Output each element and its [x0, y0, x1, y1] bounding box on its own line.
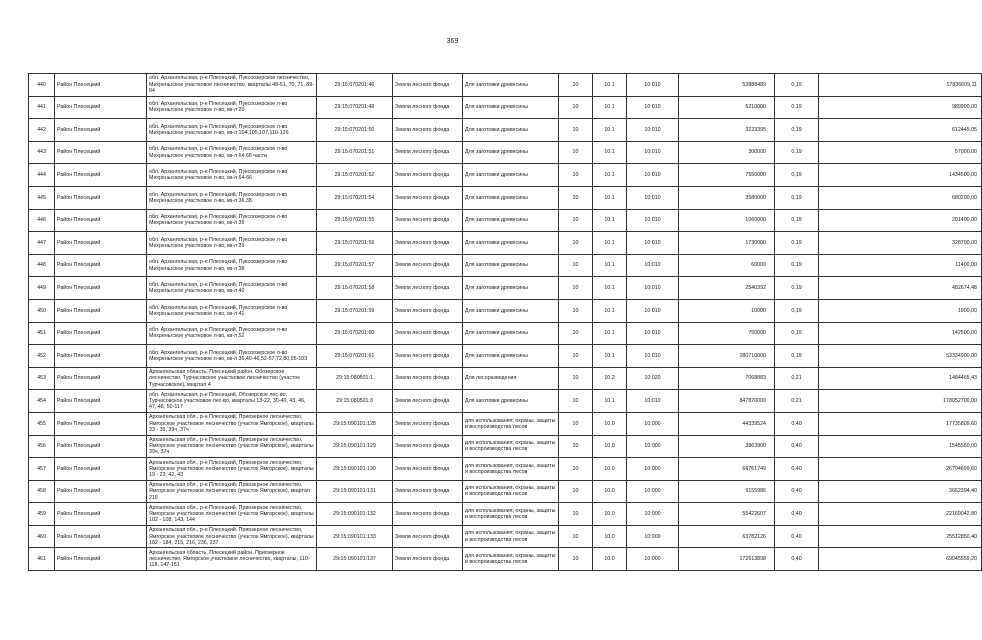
area-value-cell: 847870000	[679, 390, 775, 413]
area-value-cell: 750000	[679, 322, 775, 345]
permitted-use-cell: Для заготовки древесины	[463, 232, 559, 255]
rate-cell: 0,19	[775, 119, 819, 142]
address-cell: Архангельская обл., р-н Плесецкий, Приозерное лесничество, Ямгорское участковое лесничество (участок Ямгорское), кварталы 33 - 35, 39ч, 37ч	[147, 412, 317, 435]
land-category-cell: Земли лесного фонда	[393, 390, 463, 413]
permitted-use-cell: Для заготовки древесины	[463, 186, 559, 209]
code-a-cell: 10	[559, 254, 593, 277]
code-c-cell: 10:010	[627, 232, 679, 255]
land-category-cell: Земли лесного фонда	[393, 96, 463, 119]
rate-cell: 0,19	[775, 345, 819, 368]
cadastral-value-cell: 612445,05	[819, 119, 982, 142]
rate-cell: 0,40	[775, 412, 819, 435]
code-b-cell: 10.0	[593, 503, 627, 526]
row-number-cell: 450	[29, 299, 55, 322]
table-row	[29, 458, 982, 481]
row-number-cell: 446	[29, 209, 55, 232]
area-value-cell: 66761749	[679, 458, 775, 481]
cadastral-value-cell: 3662394,40	[819, 480, 982, 503]
district-cell: Район Плесецкий	[55, 96, 147, 119]
table-row	[29, 164, 982, 187]
code-a-cell: 10	[559, 299, 593, 322]
code-b-cell: 10.0	[593, 548, 627, 571]
cadastral-value-cell: 17735809,60	[819, 412, 982, 435]
row-number-cell: 449	[29, 277, 55, 300]
area-value-cell: 44339524	[679, 412, 775, 435]
land-category-cell: Земли лесного фонда	[393, 435, 463, 458]
cadastral-number-cell: 29:15:070201:61	[317, 345, 393, 368]
rate-cell: 0,19	[775, 299, 819, 322]
district-cell: Район Плесецкий	[55, 435, 147, 458]
code-a-cell: 10	[559, 141, 593, 164]
land-category-cell: Земли лесного фонда	[393, 141, 463, 164]
code-c-cell: 10:010	[627, 299, 679, 322]
cadastral-number-cell: 29:15:070201:60	[317, 322, 393, 345]
code-a-cell: 10	[559, 277, 593, 300]
district-cell: Район Плесецкий	[55, 254, 147, 277]
district-cell: Район Плесецкий	[55, 186, 147, 209]
cadastral-number-cell: 29:15:090101:137	[317, 548, 393, 571]
code-b-cell: 10.1	[593, 322, 627, 345]
rate-cell: 0,40	[775, 503, 819, 526]
area-value-cell: 3863900	[679, 435, 775, 458]
district-cell: Район Плесецкий	[55, 164, 147, 187]
address-cell: обл. Архангельская, р-н Плесецкий, Пуксоозерское л-во Мехреньгское участковое л-во, кв-л 104,105,107,110-126	[147, 119, 317, 142]
table-body	[29, 74, 982, 571]
cadastral-number-cell: 29:15:090101:133	[317, 525, 393, 548]
cadastral-number-cell: 29:15:070201:54	[317, 186, 393, 209]
address-cell: обл. Архангельская, р-н Плесецкий, Пуксоозерское л-во Мехреньгское участковое л-во, кв-л 39	[147, 209, 317, 232]
permitted-use-cell: Для заготовки древесины	[463, 119, 559, 142]
code-b-cell: 10.1	[593, 186, 627, 209]
address-cell: Архангельская обл., р-н Плесецкий, Приозерное лесничество, Ямгорское участковое лесничество (участок Ямгорское), кварталы 19 - 23, 42, 43	[147, 458, 317, 481]
rate-cell: 0,19	[775, 96, 819, 119]
cadastral-value-cell: 69045559,20	[819, 548, 982, 571]
district-cell: Район Плесецкий	[55, 141, 147, 164]
row-number-cell: 461	[29, 548, 55, 571]
code-b-cell: 10.0	[593, 412, 627, 435]
land-category-cell: Земли лесного фонда	[393, 548, 463, 571]
table-row	[29, 548, 982, 571]
code-c-cell: 10:010	[627, 254, 679, 277]
table-row	[29, 322, 982, 345]
row-number-cell: 440	[29, 74, 55, 97]
rate-cell: 0,19	[775, 277, 819, 300]
land-category-cell: Земли лесного фонда	[393, 458, 463, 481]
code-a-cell: 10	[559, 345, 593, 368]
code-b-cell: 10.0	[593, 525, 627, 548]
address-cell: обл. Архангельская, р-н Плесецкий, Пуксоозерское л-во Мехреньгское участковое л-во, кв-л 41	[147, 299, 317, 322]
permitted-use-cell: для использования, охраны, защиты и воспроизводства лесов	[463, 435, 559, 458]
land-category-cell: Земли лесного фонда	[393, 74, 463, 97]
code-b-cell: 10.1	[593, 96, 627, 119]
row-number-cell: 456	[29, 435, 55, 458]
cadastral-number-cell: 29:15:090101:129	[317, 435, 393, 458]
address-cell: обл. Архангельская, р-н Плесецкий, Пуксоозерское лесничество, Мехреньгское участковое лесничество, кварталы 48-51, 70, 71, 89-94	[147, 74, 317, 97]
row-number-cell: 460	[29, 525, 55, 548]
permitted-use-cell: для использования, охраны, защиты и воспроизводства лесов	[463, 412, 559, 435]
address-cell: обл. Архангельская, р-н Плесецкий, Обозерское лес-во, Турчасовское участковое лес-во, кварталы 13-22, 30-40, 43, 46, 47, 48, 50-117	[147, 390, 317, 413]
permitted-use-cell: Для заготовки древесины	[463, 96, 559, 119]
rate-cell: 0,19	[775, 141, 819, 164]
table-row	[29, 299, 982, 322]
code-c-cell: 10:010	[627, 209, 679, 232]
code-c-cell: 10:000	[627, 525, 679, 548]
cadastral-number-cell: 29:15:070201:58	[317, 277, 393, 300]
cadastral-number-cell: 29:15:080501:3	[317, 390, 393, 413]
area-value-cell: 7550000	[679, 164, 775, 187]
cadastral-value-cell: 1484465,43	[819, 367, 982, 390]
table-row	[29, 277, 982, 300]
area-value-cell: 280710000	[679, 345, 775, 368]
cadastral-value-cell: 482674,48	[819, 277, 982, 300]
permitted-use-cell: Для заготовки древесины	[463, 164, 559, 187]
row-number-cell: 453	[29, 367, 55, 390]
address-cell: Архангельская обл., р-н Плесецкий, Приозерное лесничество, Ямгорское участковое лесничество (участок Ямгорское), кварталы 182 - 184, 215, 216, 236, 237	[147, 525, 317, 548]
code-b-cell: 10.1	[593, 141, 627, 164]
code-c-cell: 10:010	[627, 186, 679, 209]
land-category-cell: Земли лесного фонда	[393, 186, 463, 209]
table-row	[29, 435, 982, 458]
land-category-cell: Земли лесного фонда	[393, 232, 463, 255]
code-b-cell: 10.2	[593, 367, 627, 390]
code-a-cell: 10	[559, 480, 593, 503]
code-c-cell: 10:010	[627, 164, 679, 187]
permitted-use-cell: Для заготовки древесины	[463, 322, 559, 345]
row-number-cell: 444	[29, 164, 55, 187]
rate-cell: 0,19	[775, 254, 819, 277]
area-value-cell: 9155986	[679, 480, 775, 503]
code-b-cell: 10.1	[593, 74, 627, 97]
land-category-cell: Земли лесного фонда	[393, 345, 463, 368]
row-number-cell: 458	[29, 480, 55, 503]
code-c-cell: 10:010	[627, 322, 679, 345]
code-a-cell: 10	[559, 525, 593, 548]
area-value-cell: 3580000	[679, 186, 775, 209]
land-category-cell: Земли лесного фонда	[393, 254, 463, 277]
code-a-cell: 10	[559, 209, 593, 232]
rate-cell: 0,19	[775, 164, 819, 187]
cadastral-value-cell: 11400,00	[819, 254, 982, 277]
code-b-cell: 10.1	[593, 277, 627, 300]
row-number-cell: 442	[29, 119, 55, 142]
table-row	[29, 503, 982, 526]
code-c-cell: 10:000	[627, 458, 679, 481]
code-b-cell: 10.1	[593, 232, 627, 255]
cadastral-value-cell: 680200,00	[819, 186, 982, 209]
code-c-cell: 10:010	[627, 277, 679, 300]
table-row	[29, 480, 982, 503]
code-b-cell: 10.1	[593, 345, 627, 368]
row-number-cell: 441	[29, 96, 55, 119]
permitted-use-cell: для использования, охраны, защиты и воспроизводства лесов	[463, 525, 559, 548]
land-category-cell: Земли лесного фонда	[393, 503, 463, 526]
code-b-cell: 10.0	[593, 480, 627, 503]
rate-cell: 0,40	[775, 525, 819, 548]
land-category-cell: Земли лесного фонда	[393, 164, 463, 187]
code-a-cell: 10	[559, 232, 593, 255]
row-number-cell: 457	[29, 458, 55, 481]
code-a-cell: 10	[559, 164, 593, 187]
code-c-cell: 10:000	[627, 503, 679, 526]
district-cell: Район Плесецкий	[55, 299, 147, 322]
area-value-cell: 60000	[679, 254, 775, 277]
area-value-cell: 3223395	[679, 119, 775, 142]
cadastral-number-cell: 29:15:070201:57	[317, 254, 393, 277]
area-value-cell: 5210000	[679, 96, 775, 119]
area-value-cell: 1730000	[679, 232, 775, 255]
table-row	[29, 525, 982, 548]
cadastral-value-cell: 25512850,40	[819, 525, 982, 548]
address-cell: обл. Архангельская, р-н Плесецкий, Пуксоозерское л-во Мехреньгское участковое л-во, кв-л 36,38.	[147, 186, 317, 209]
page-number: 369	[446, 38, 459, 45]
address-cell: Архангельская обл., р-н Плесецкий, Приозерное лесничество, Ямгорское участковое лесничество (участок Ямгорское), квартал 216	[147, 480, 317, 503]
land-category-cell: Земли лесного фонда	[393, 209, 463, 232]
code-b-cell: 10.1	[593, 164, 627, 187]
area-value-cell: 63782126	[679, 525, 775, 548]
code-c-cell: 10:010	[627, 119, 679, 142]
cadastral-value-cell: 53334900,00	[819, 345, 982, 368]
permitted-use-cell: Для заготовки древесины	[463, 74, 559, 97]
district-cell: Район Плесецкий	[55, 277, 147, 300]
code-b-cell: 10.1	[593, 390, 627, 413]
permitted-use-cell: для использования, охраны, защиты и воспроизводства лесов	[463, 458, 559, 481]
table-row	[29, 254, 982, 277]
address-cell: обл. Архангельская, р-н Плесецкий, Пуксоозерское л-во Мехреньгское участковое л-во, кв-л 39	[147, 232, 317, 255]
district-cell: Район Плесецкий	[55, 458, 147, 481]
permitted-use-cell: Для заготовки древесины	[463, 141, 559, 164]
permitted-use-cell: для использования, охраны, защиты и воспроизводства лесов	[463, 503, 559, 526]
rate-cell: 0,21	[775, 367, 819, 390]
address-cell: Архангельская область, Плесецкий район, Приозерное лесничество, Ямгорское участковое лесничество, кварталы, 110-118, 147-151	[147, 548, 317, 571]
permitted-use-cell: Для заготовки древесины	[463, 345, 559, 368]
table-row	[29, 367, 982, 390]
code-a-cell: 10	[559, 503, 593, 526]
land-category-cell: Земли лесного фонда	[393, 299, 463, 322]
code-c-cell: 10:010	[627, 96, 679, 119]
code-b-cell: 10.1	[593, 254, 627, 277]
cadastral-number-cell: 29:15:080501:1	[317, 367, 393, 390]
rate-cell: 0,40	[775, 435, 819, 458]
row-number-cell: 443	[29, 141, 55, 164]
cadastral-number-cell: 29:15:070201:46	[317, 74, 393, 97]
address-cell: Архангельская обл., р-н Плесецкий, Приозерное лесничество, Ямгорское участковое лесничество (участок Ямгорское), кварталы 39ч, 37ч	[147, 435, 317, 458]
code-c-cell: 10:000	[627, 480, 679, 503]
permitted-use-cell: Для заготовки древесины	[463, 254, 559, 277]
cadastral-value-cell: 989900,00	[819, 96, 982, 119]
table-row	[29, 390, 982, 413]
code-c-cell: 10:010	[627, 74, 679, 97]
land-category-cell: Земли лесного фонда	[393, 322, 463, 345]
code-c-cell: 10:010	[627, 390, 679, 413]
row-number-cell: 447	[29, 232, 55, 255]
district-cell: Район Плесецкий	[55, 390, 147, 413]
permitted-use-cell: для использования, охраны, защиты и воспроизводства лесов	[463, 480, 559, 503]
permitted-use-cell: Для заготовки древесины	[463, 390, 559, 413]
code-b-cell: 10.0	[593, 458, 627, 481]
land-category-cell: Земли лесного фонда	[393, 525, 463, 548]
cadastral-number-cell: 29:15:070201:50	[317, 119, 393, 142]
cadastral-value-cell: 328700,00	[819, 232, 982, 255]
cadastral-number-cell: 29:15:090101:128	[317, 412, 393, 435]
address-cell: обл. Архангельская, р-н Плесецкий, Пуксоозерское л-во Мехреньгское участковое л-во, кв-л 40	[147, 277, 317, 300]
district-cell: Район Плесецкий	[55, 525, 147, 548]
row-number-cell: 452	[29, 345, 55, 368]
permitted-use-cell: для использования, охраны, защиты и воспроизводства лесов	[463, 548, 559, 571]
code-c-cell: 10:010	[627, 141, 679, 164]
rate-cell: 0,19	[775, 74, 819, 97]
cadastral-number-cell: 29:15:090101:130	[317, 458, 393, 481]
code-a-cell: 10	[559, 186, 593, 209]
table-row	[29, 186, 982, 209]
district-cell: Район Плесецкий	[55, 119, 147, 142]
district-cell: Район Плесецкий	[55, 548, 147, 571]
land-registry-table	[28, 73, 982, 571]
area-value-cell: 53888489	[679, 74, 775, 97]
rate-cell: 0,19	[775, 322, 819, 345]
rate-cell: 0,19	[775, 186, 819, 209]
address-cell: обл. Архангельская, р-н Плесецкий, Пуксоозерское л-во Мехреньгское участковое л-во, кв-л 64-66	[147, 164, 317, 187]
table-row	[29, 412, 982, 435]
cadastral-value-cell: 1434500,00	[819, 164, 982, 187]
address-cell: Архангельская обл., р-н Плесецкий, Приозерное лесничество, Ямгорское участковое лесничество (участок Ямгорское), кварталы 102 - 108, 143, 144	[147, 503, 317, 526]
table-row	[29, 345, 982, 368]
district-cell: Район Плесецкий	[55, 322, 147, 345]
table-row	[29, 209, 982, 232]
code-a-cell: 10	[559, 367, 593, 390]
table-row	[29, 232, 982, 255]
code-a-cell: 10	[559, 435, 593, 458]
row-number-cell: 451	[29, 322, 55, 345]
district-cell: Район Плесецкий	[55, 503, 147, 526]
land-category-cell: Земли лесного фонда	[393, 277, 463, 300]
rate-cell: 0,40	[775, 458, 819, 481]
address-cell: обл. Архангельская, р-н Плесецкий, Пуксоозерское л-во Мехреньгское участковое л-во, кв-л 52	[147, 322, 317, 345]
permitted-use-cell: Для заготовки древесины	[463, 209, 559, 232]
code-c-cell: 10:000	[627, 435, 679, 458]
code-a-cell: 10	[559, 458, 593, 481]
cadastral-value-cell: 142500,00	[819, 322, 982, 345]
permitted-use-cell: Для лесоразведения	[463, 367, 559, 390]
row-number-cell: 448	[29, 254, 55, 277]
district-cell: Район Плесецкий	[55, 209, 147, 232]
cadastral-value-cell: 26704699,60	[819, 458, 982, 481]
rate-cell: 0,40	[775, 480, 819, 503]
code-a-cell: 10	[559, 548, 593, 571]
code-a-cell: 10	[559, 412, 593, 435]
cadastral-number-cell: 29:15:090101:131	[317, 480, 393, 503]
rate-cell: 0,40	[775, 548, 819, 571]
area-value-cell: 300000	[679, 141, 775, 164]
cadastral-value-cell: 57000,00	[819, 141, 982, 164]
code-a-cell: 10	[559, 322, 593, 345]
district-cell: Район Плесецкий	[55, 74, 147, 97]
code-c-cell: 10:000	[627, 548, 679, 571]
district-cell: Район Плесецкий	[55, 345, 147, 368]
code-a-cell: 10	[559, 390, 593, 413]
address-cell: обл. Архангельская, р-н Плесецкий, Пуксоозерское л-во Мехреньгское участковое л-во, кв-л 20	[147, 96, 317, 119]
code-c-cell: 10:000	[627, 412, 679, 435]
cadastral-number-cell: 29:15:070201:59	[317, 299, 393, 322]
code-b-cell: 10.0	[593, 435, 627, 458]
address-cell: обл. Архангельская, р-н Плесецкий, Пуксоозерское л-во Мехреньгское участковое л-во, кв-л 38	[147, 254, 317, 277]
code-a-cell: 10	[559, 119, 593, 142]
area-value-cell: 7068883	[679, 367, 775, 390]
cadastral-number-cell: 29:15:070201:48	[317, 96, 393, 119]
row-number-cell: 454	[29, 390, 55, 413]
table-row	[29, 96, 982, 119]
row-number-cell: 455	[29, 412, 55, 435]
land-category-cell: Земли лесного фонда	[393, 412, 463, 435]
code-c-cell: 10:010	[627, 345, 679, 368]
land-category-cell: Земли лесного фонда	[393, 367, 463, 390]
address-cell: обл. Архангельская, р-н Плесецкий, Пуксоозерское л-во Мехреньгское участковое л-во, кв-л 64,66 части	[147, 141, 317, 164]
address-cell: обл. Архангельская, р-н Плесецкий, Пуксоозерское л-во Мехреньгское участковое л-во, кв-л 36,40-46,52-57,72,80,95-103	[147, 345, 317, 368]
row-number-cell: 459	[29, 503, 55, 526]
cadastral-number-cell: 29:15:070201:52	[317, 164, 393, 187]
code-b-cell: 10.1	[593, 119, 627, 142]
permitted-use-cell: Для заготовки древесины	[463, 277, 559, 300]
land-category-cell: Земли лесного фонда	[393, 480, 463, 503]
rate-cell: 0,21	[775, 390, 819, 413]
area-value-cell: 2540392	[679, 277, 775, 300]
area-value-cell: 1060000	[679, 209, 775, 232]
code-b-cell: 10.1	[593, 299, 627, 322]
permitted-use-cell: Для заготовки древесины	[463, 299, 559, 322]
address-cell: Архангельская область, Плесецкий район, Обозерское лесничество, Турчасовское участковое лесничество (участок Турчасовское), квартал 4	[147, 367, 317, 390]
cadastral-value-cell: 1545560,00	[819, 435, 982, 458]
cadastral-number-cell: 29:15:070201:51	[317, 141, 393, 164]
district-cell: Район Плесецкий	[55, 232, 147, 255]
area-value-cell: 172613898	[679, 548, 775, 571]
rate-cell: 0,19	[775, 232, 819, 255]
district-cell: Район Плесецкий	[55, 412, 147, 435]
area-value-cell: 10000	[679, 299, 775, 322]
cadastral-number-cell: 29:15:070201:55	[317, 209, 393, 232]
cadastral-number-cell: 29:15:090101:132	[317, 503, 393, 526]
code-c-cell: 10:020	[627, 367, 679, 390]
table-row	[29, 74, 982, 97]
table-row	[29, 141, 982, 164]
cadastral-value-cell: 22169042,80	[819, 503, 982, 526]
cadastral-value-cell: 201400,00	[819, 209, 982, 232]
code-b-cell: 10.1	[593, 209, 627, 232]
cadastral-number-cell: 29:15:070201:56	[317, 232, 393, 255]
cadastral-value-cell: 1900,00	[819, 299, 982, 322]
rate-cell: 0,19	[775, 209, 819, 232]
cadastral-value-cell: 17836609,11	[819, 74, 982, 97]
code-a-cell: 10	[559, 74, 593, 97]
table-row	[29, 119, 982, 142]
row-number-cell: 445	[29, 186, 55, 209]
code-a-cell: 10	[559, 96, 593, 119]
area-value-cell: 55422607	[679, 503, 775, 526]
district-cell: Район Плесецкий	[55, 367, 147, 390]
land-category-cell: Земли лесного фонда	[393, 119, 463, 142]
district-cell: Район Плесецкий	[55, 480, 147, 503]
cadastral-value-cell: 178052700,00	[819, 390, 982, 413]
